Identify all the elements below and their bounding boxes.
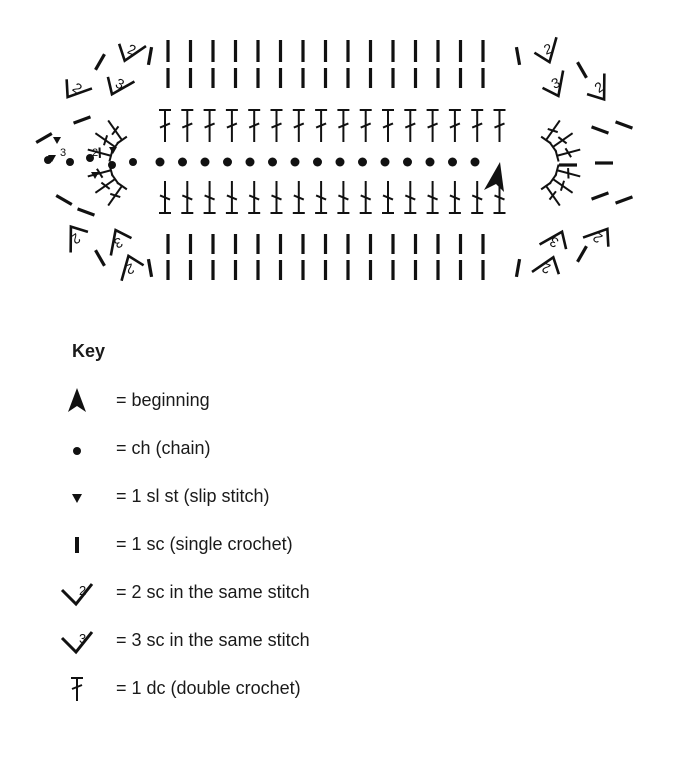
increase-bubble-top-right-2b — [583, 74, 616, 106]
increase-bubble-top-right-3 — [540, 71, 572, 101]
sc-bar-r2-7 — [324, 234, 327, 254]
slip-stitch-2 — [53, 137, 61, 144]
dc-bottom-3 — [226, 181, 238, 213]
svg-text:3: 3 — [113, 74, 127, 93]
key-label-two-sc: = 2 sc in the same stitch — [116, 582, 310, 602]
sc-bar-r3-12 — [436, 260, 439, 280]
left-end-label-3: 3 — [60, 147, 67, 159]
beginning-arrow-marker — [484, 162, 504, 192]
sc-bar-r2-13 — [459, 234, 462, 254]
slip-stitch-0 — [109, 147, 117, 154]
sc-bar-r3-6 — [301, 260, 304, 280]
key-row-slip-stitch — [52, 482, 552, 512]
sc-bar-r0-7 — [324, 40, 327, 62]
increase-bubble-top-right-2a — [532, 37, 564, 66]
sc-tick-left-4 — [73, 115, 91, 124]
sc-bar-r1-3 — [234, 68, 237, 88]
dc-bottom-6 — [293, 181, 305, 213]
dc-bottom-7 — [315, 181, 327, 213]
sc-bar-r2-2 — [211, 234, 214, 254]
sc-tick-right-3 — [576, 245, 588, 262]
svg-text:3: 3 — [79, 631, 87, 646]
sc-bar-r1-9 — [369, 68, 372, 88]
sc-tick-right-6 — [591, 125, 609, 134]
sc-bar-r0-12 — [436, 40, 439, 62]
sc-bar-r3-0 — [166, 260, 169, 280]
sc-tick-left-3 — [94, 249, 106, 266]
key-row-double-crochet — [52, 674, 552, 704]
chain-dot-2 — [201, 158, 210, 167]
sc-bar-r1-13 — [459, 68, 462, 88]
chain-dot-3 — [223, 158, 232, 167]
key-row-chain — [52, 434, 552, 464]
dc-top-15 — [494, 110, 506, 142]
increase-bubble-bottom-right-3 — [540, 225, 572, 255]
sc-bar-r3-11 — [414, 260, 417, 280]
sc-bar-r0-13 — [459, 40, 462, 62]
sc-bar-r2-8 — [346, 234, 349, 254]
chain-dot-10 — [381, 158, 390, 167]
key-row-two-sc — [52, 578, 552, 608]
sc-tick-left-6 — [147, 47, 153, 65]
dc-top-1 — [181, 110, 193, 142]
chain-dot-icon — [52, 434, 102, 464]
dc-bottom-5 — [271, 181, 283, 213]
increase-bubble-bottom-right-2b — [532, 252, 564, 281]
two-sc-increase-icon — [52, 578, 102, 608]
chain-dot-11 — [403, 158, 412, 167]
dc-bottom-12 — [427, 181, 439, 213]
sc-tick-right-8 — [515, 47, 521, 65]
dc-bottom-13 — [449, 181, 461, 213]
sc-bar-r0-0 — [166, 40, 169, 62]
sc-bar-r1-8 — [346, 68, 349, 88]
chain-dot-left-0 — [129, 158, 137, 166]
sc-bar-r3-4 — [256, 260, 259, 280]
beginning-arrow-icon — [52, 386, 102, 416]
svg-text:2: 2 — [123, 260, 137, 278]
chain-dot-left-1 — [108, 161, 116, 169]
sc-bar-r3-9 — [369, 260, 372, 280]
sc-bar-r1-0 — [166, 68, 169, 88]
dc-top-8 — [337, 110, 349, 142]
sc-bar-r1-12 — [436, 68, 439, 88]
sc-bar-r1-10 — [391, 68, 394, 88]
svg-text:3: 3 — [111, 234, 126, 252]
svg-text:3: 3 — [547, 233, 561, 252]
chain-dot-14 — [471, 158, 480, 167]
sc-bar-r1-5 — [279, 68, 282, 88]
dc-top-4 — [248, 110, 260, 142]
sc-bar-r0-8 — [346, 40, 349, 62]
sc-tick-left-0 — [35, 132, 52, 144]
dc-bottom-1 — [181, 181, 193, 213]
sc-bar-r0-4 — [256, 40, 259, 62]
dc-top-0 — [159, 110, 171, 142]
sc-bar-r2-11 — [414, 234, 417, 254]
sc-bar-r2-6 — [301, 234, 304, 254]
svg-text:2: 2 — [79, 583, 87, 598]
dc-bottom-9 — [360, 181, 372, 213]
dc-top-10 — [382, 110, 394, 142]
sc-tick-right-7 — [591, 191, 609, 200]
sc-bar-r3-8 — [346, 260, 349, 280]
chain-dot-0 — [156, 158, 165, 167]
dc-bottom-2 — [204, 181, 216, 213]
dc-top-13 — [449, 110, 461, 142]
sc-bar-r3-7 — [324, 260, 327, 280]
increase-bubble-bottom-left-2b — [114, 252, 146, 281]
double-crochet-icon — [52, 674, 102, 704]
sc-bar-r0-11 — [414, 40, 417, 62]
sc-tick-left-7 — [147, 259, 153, 277]
sc-bar-r3-2 — [211, 260, 214, 280]
sc-bar-r0-1 — [189, 40, 192, 62]
chain-dot-4 — [246, 158, 255, 167]
svg-text:3: 3 — [548, 74, 563, 92]
dc-bottom-8 — [337, 181, 349, 213]
dc-top-14 — [471, 110, 483, 142]
sc-bar-r2-1 — [189, 234, 192, 254]
sc-tick-left-5 — [77, 207, 95, 216]
sc-bar-r0-9 — [369, 40, 372, 62]
dc-top-6 — [293, 110, 305, 142]
sc-tick-right-1 — [615, 195, 633, 204]
sc-bar-r0-5 — [279, 40, 282, 62]
dc-bottom-14 — [471, 181, 483, 213]
sc-bar-r2-9 — [369, 234, 372, 254]
sc-bar-r3-13 — [459, 260, 462, 280]
increase-bubble-top-left-2b — [59, 74, 92, 106]
sc-bar-r0-6 — [301, 40, 304, 62]
sc-bar-r0-3 — [234, 40, 237, 62]
three-sc-increase-icon — [52, 626, 102, 656]
key-label-chain: = ch (chain) — [116, 438, 211, 458]
key-label-single-crochet: = 1 sc (single crochet) — [116, 534, 293, 554]
svg-text:2: 2 — [541, 40, 555, 58]
chain-dot-9 — [358, 158, 367, 167]
dc-bottom-11 — [404, 181, 416, 213]
left-end-label-2: 2 — [92, 147, 99, 159]
sc-bar-r2-3 — [234, 234, 237, 254]
dc-right-fan-2 — [555, 164, 581, 182]
dc-top-11 — [404, 110, 416, 142]
dc-right-fan-3 — [555, 144, 581, 162]
sc-bar-r1-11 — [414, 68, 417, 88]
increase-bubble-bottom-right-2a — [583, 220, 616, 252]
dc-top-9 — [360, 110, 372, 142]
sc-bar-r0-10 — [391, 40, 394, 62]
chain-dot-8 — [336, 158, 345, 167]
dc-bottom-10 — [382, 181, 394, 213]
sc-bar-r3-5 — [279, 260, 282, 280]
chain-dot-12 — [426, 158, 435, 167]
key-row-three-sc — [52, 626, 552, 656]
dc-bottom-4 — [248, 181, 260, 213]
dc-top-2 — [204, 110, 216, 142]
dc-top-12 — [427, 110, 439, 142]
svg-text:2: 2 — [69, 79, 86, 97]
svg-text:2: 2 — [539, 259, 553, 278]
sc-bar-r1-6 — [301, 68, 304, 88]
crochet-chart — [0, 0, 686, 320]
chain-dot-6 — [291, 158, 300, 167]
key-row-single-crochet — [52, 530, 552, 560]
svg-text:2: 2 — [591, 78, 607, 96]
sc-bar-r0-2 — [211, 40, 214, 62]
sc-bar-r2-5 — [279, 234, 282, 254]
increase-bubble-top-left-3 — [102, 71, 134, 101]
dc-top-7 — [315, 110, 327, 142]
chain-dot-7 — [313, 158, 322, 167]
sc-bar-r0-14 — [481, 40, 484, 62]
sc-tick-right-9 — [515, 259, 521, 277]
chain-dot-5 — [268, 158, 277, 167]
sc-tick-right-5 — [559, 163, 577, 166]
chain-dot-13 — [448, 158, 457, 167]
dc-top-5 — [271, 110, 283, 142]
sc-bar-r3-14 — [481, 260, 484, 280]
sc-bar-r2-12 — [436, 234, 439, 254]
dc-top-3 — [226, 110, 238, 142]
svg-text:2: 2 — [68, 230, 84, 248]
sc-bar-r2-0 — [166, 234, 169, 254]
sc-bar-r1-2 — [211, 68, 214, 88]
sc-tick-left-2 — [94, 53, 106, 70]
sc-bar-r2-14 — [481, 234, 484, 254]
slip-stitch-triangle-icon — [52, 482, 102, 512]
single-crochet-bar-icon — [52, 530, 102, 560]
increase-bubble-bottom-left-2a — [59, 220, 92, 252]
key-label-beginning: = beginning — [116, 390, 210, 410]
sc-bar-r1-4 — [256, 68, 259, 88]
sc-bar-r3-3 — [234, 260, 237, 280]
key-label-slip-stitch: = 1 sl st (slip stitch) — [116, 486, 270, 506]
sc-bar-r1-1 — [189, 68, 192, 88]
dc-bottom-0 — [159, 181, 171, 213]
increase-bubble-top-left-2a — [114, 37, 146, 66]
key-row-beginning — [52, 386, 552, 416]
key-title: Key — [72, 341, 106, 361]
sc-bar-r3-10 — [391, 260, 394, 280]
sc-bar-r1-7 — [324, 68, 327, 88]
dc-left-fan-3 — [86, 164, 112, 182]
svg-text:2: 2 — [125, 40, 139, 59]
sc-tick-right-2 — [576, 61, 588, 78]
svg-text:2: 2 — [589, 229, 606, 247]
sc-bar-r1-14 — [481, 68, 484, 88]
increase-bubble-bottom-left-3 — [102, 225, 134, 255]
key-label-double-crochet: = 1 dc (double crochet) — [116, 678, 301, 698]
sc-bar-r2-10 — [391, 234, 394, 254]
sc-tick-right-0 — [615, 120, 633, 129]
chain-dot-1 — [178, 158, 187, 167]
sc-tick-left-1 — [55, 194, 72, 206]
key-label-three-sc: = 3 sc in the same stitch — [116, 630, 310, 650]
chain-dot-left-3 — [66, 158, 74, 166]
sc-tick-right-4 — [595, 161, 613, 164]
sc-bar-r3-1 — [189, 260, 192, 280]
sc-bar-r2-4 — [256, 234, 259, 254]
